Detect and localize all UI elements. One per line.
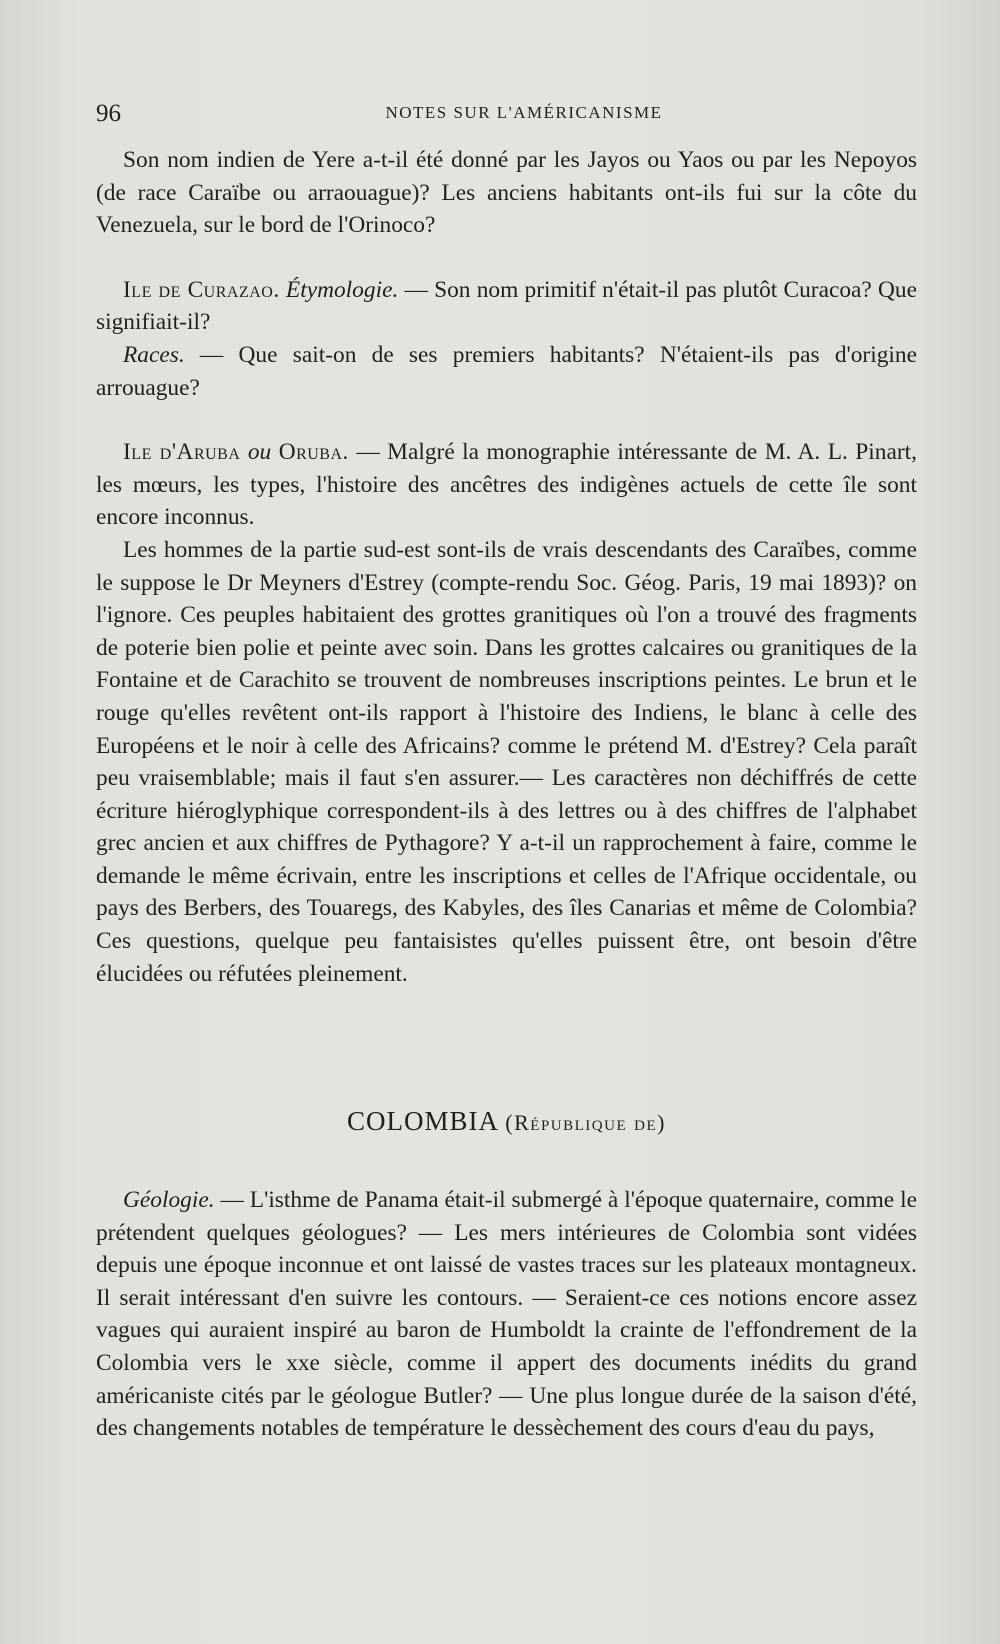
paragraph-hommes: Les hommes de la partie sud-est sont-ils de vrais descendants des Caraïbes, comme le suppose le Dr Meyners d'Estrey (compte-rendu Soc. Géog. Paris, 19 mai 1893)? on l'ignore. Ces peuples habitaient des grottes granitiques où l'on a trouvé des fragments de poterie bien polie et peinte avec soin. Dans les grottes calcaires ou granitiques de la Fontaine et de Carachito se trouvent de nombreuses inscriptions peintes. Le brun et le rouge qu'elles revêtent ont-ils rapport à l'histoire des Indiens, le blanc à celle des Européens et le noir à celle des Africains? comme le prétend M. d'Estrey? Cela paraît peu vraisemblable; mais il faut s'en assurer.— Les caractères non déchiffrés de cette écriture hiéroglyphique correspondent-ils à des lettres ou à des chiffres de l'alphabet grec ancien et aux chiffres de Pythagore? Y a-t-il un rapprochement à faire, comme le demande le même écrivain, entre les inscriptions et celles de l'Afrique occidentale, ou pays des Berbers, des Touaregs, des Kabyles, des îles Canarias et même de Colombia? Ces questions, quelque peu fantaisistes qu'elles puissent être, ont besoin d'être élucidées ou réfutées pleinement. <box>96 536 917 987</box>
heading-oruba: Oruba. <box>278 439 349 466</box>
paragraph-curazao-races <box>96 339 917 404</box>
heading-curazao: Ile de Curazao. <box>123 276 280 303</box>
section-title-main: COLOMBIA <box>347 1106 498 1136</box>
text-etymologie: — Son nom primitif n'était-il pas plutôt Curacoa? Que signifiait-il? <box>96 276 917 336</box>
heading-aruba-ou: ou <box>240 439 279 466</box>
text-block-colombia <box>96 1184 917 1445</box>
section-title-sub: (République de) <box>505 1110 666 1135</box>
text-geologie: — L'isthme de Panama était-il submergé à l'époque quaternaire, comme le prétendent quelques géologues? — Les mers intérieures de Colombia sont vidées depuis une époque inconnue et ont laissé de vastes traces sur les plateaux montagneux. Il serait intéressant d'en suivre les contours. — Seraient-ce ces notions encore assez vagues qui auraient inspiré au baron de Humboldt la crainte de l'effondrement de la Colombia vers le xxe siècle, comme il appert des documents inédits du grand américaniste cités par le géologue Butler? — Une plus longue durée de la saison d'été, des changements notables de température le dessèchement des cours d'eau du pays, <box>96 1187 917 1442</box>
page-header <box>96 100 912 130</box>
paragraph-geologie <box>96 1184 917 1445</box>
label-races: Races. <box>123 341 185 368</box>
text-block-islands <box>96 144 917 990</box>
label-etymologie: Étymologie. <box>285 276 399 303</box>
text-aruba: — Malgré la monographie intéressante de M. A. L. Pinart, les mœurs, les types, l'histoire des ancêtres des indigènes actuels de cette île sont encore inconnus. <box>96 439 917 531</box>
paragraph-aruba <box>96 436 917 534</box>
page-number: 96 <box>96 100 121 127</box>
running-head: NOTES SUR L'AMÉRICANISME <box>385 103 663 122</box>
section-title-colombia <box>96 1106 917 1137</box>
paragraph-yere: Son nom indien de Yere a-t-il été donné par les Jayos ou Yaos ou par les Nepoyos (de race Caraïbe ou arraouague)? Les anciens habitants ont-ils fui sur la côte du Venezuela, sur le bord de l'Orinoco? <box>96 147 917 239</box>
paragraph-curazao-etymologie <box>96 274 917 339</box>
label-geologie: Géologie. <box>123 1187 215 1213</box>
heading-aruba: Ile d'Aruba <box>123 439 241 466</box>
text-races: — Que sait-on de ses premiers habitants? N'étaient-ils pas d'origine arrouague? <box>96 341 917 401</box>
